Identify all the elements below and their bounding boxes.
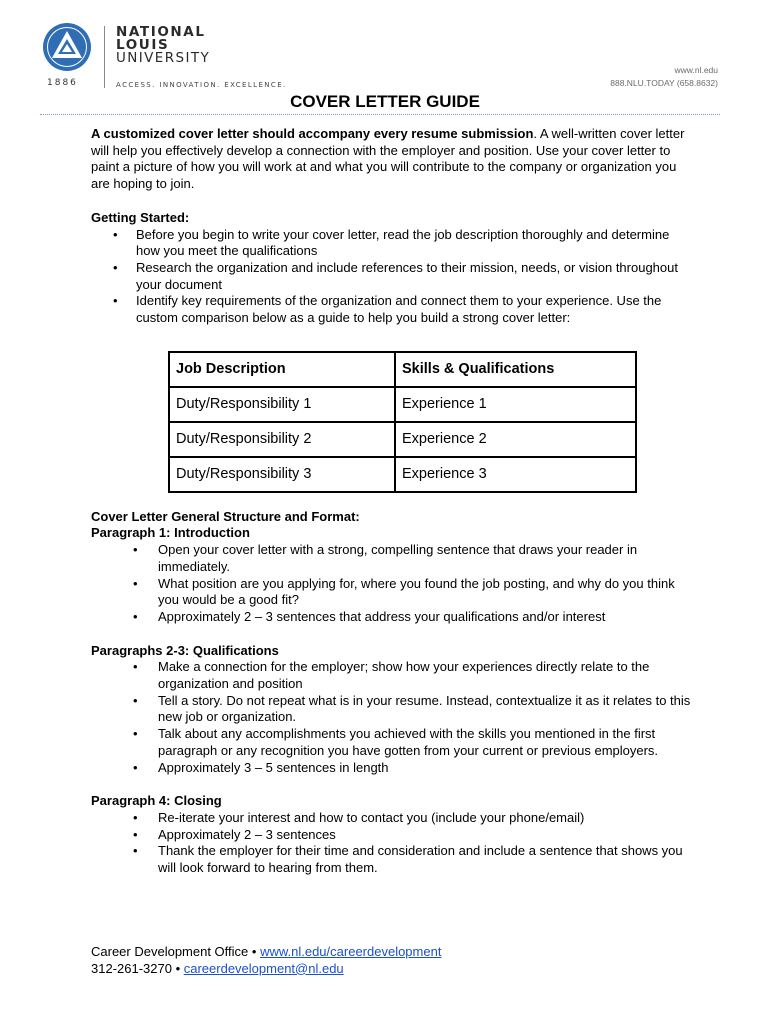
name-line-2: LOUIS xyxy=(116,37,170,53)
getting-started-heading: Getting Started: xyxy=(91,209,190,225)
list-item: • Approximately 2 – 3 sentences xyxy=(113,827,691,844)
header-divider xyxy=(104,26,105,88)
tagline: ACCESS. INNOVATION. EXCELLENCE. xyxy=(116,81,287,89)
list-item: • Research the organization and include references to their mission, needs, or vision throughout your document xyxy=(91,260,691,293)
table-row xyxy=(169,457,636,492)
intro-paragraph xyxy=(91,126,691,193)
table-row xyxy=(169,422,636,457)
nlu-seal-logo-icon xyxy=(42,22,92,72)
list-item: • Tell a story. Do not repeat what is in your resume. Instead, contextualize it as it relates to this new job or organization. xyxy=(113,693,691,726)
list-item: • What position are you applying for, where you found the job posting, and why do you think you would be a good fit? xyxy=(113,576,691,609)
list-item: • Re-iterate your interest and how to contact you (include your phone/email) xyxy=(113,810,691,827)
header-website: www.nl.edu xyxy=(674,65,718,75)
list-item: • Approximately 3 – 5 sentences in length xyxy=(113,760,691,777)
title-divider xyxy=(40,114,720,115)
career-email-link[interactable]: careerdevelopment@nl.edu xyxy=(183,960,344,976)
intro-lead: A customized cover letter should accompany every resume submission xyxy=(91,126,534,141)
list-item: • Talk about any accomplishments you achieved with the skills you mentioned in the first paragraph or any recognition you have gotten from your current or previous employers. xyxy=(113,726,691,759)
header-contact xyxy=(610,64,718,90)
page-title: COVER LETTER GUIDE xyxy=(290,92,480,111)
list-item: • Make a connection for the employer; show how your experiences directly relate to the organization and position xyxy=(113,659,691,692)
office-phone: 312-261-3270 xyxy=(91,960,172,976)
header-job-description: Job Description xyxy=(169,352,395,387)
list-item: • Thank the employer for their time and consideration and include a sentence that shows you will look forward to hearing from them. xyxy=(113,843,691,876)
footer-line-1 xyxy=(91,944,441,961)
list-item: • Approximately 2 – 3 sentences that address your qualifications and/or interest xyxy=(113,609,691,626)
section-title: Paragraphs 2-3: Qualifications xyxy=(91,642,279,658)
section-list xyxy=(113,659,691,776)
getting-started-list xyxy=(91,227,691,327)
name-line-3: UNIVERSITY xyxy=(116,50,211,66)
comparison-table xyxy=(168,351,637,493)
intro-rest: . A well-written cover letter will help you effectively develop a connection with the employer and position. Use your cover letter to paint a picture of how you will work at and what you will contribute to the company or organization you are hoping to join. xyxy=(91,126,685,192)
table-cell: Experience 2 xyxy=(395,422,636,457)
career-website-link[interactable]: www.nl.edu/careerdevelopment xyxy=(260,944,442,959)
separator: • xyxy=(171,960,184,976)
name-line-1: NATIONAL xyxy=(116,24,206,40)
table-cell: Experience 3 xyxy=(395,457,636,492)
office-name: Career Development Office xyxy=(91,944,249,959)
founded-year: 1886 xyxy=(47,78,78,88)
table-cell: Duty/Responsibility 1 xyxy=(169,387,395,422)
header-phone: 888.NLU.TODAY (658.8632) xyxy=(610,78,718,88)
main-content xyxy=(91,126,691,877)
list-item: • Before you begin to write your cover letter, read the job description thoroughly and determine how you meet the qualifications xyxy=(91,227,691,260)
table-row xyxy=(169,387,636,422)
table-header-row xyxy=(169,352,636,387)
table-cell: Duty/Responsibility 2 xyxy=(169,422,395,457)
header-skills: Skills & Qualifications xyxy=(395,352,636,387)
structure-heading: Cover Letter General Structure and Format: xyxy=(91,508,360,524)
section-title: Paragraph 4: Closing xyxy=(91,793,222,809)
table-cell: Experience 1 xyxy=(395,387,636,422)
footer xyxy=(91,944,441,977)
university-name xyxy=(116,26,210,65)
list-item: • Identify key requirements of the organization and connect them to your experience. Use the custom comparison below as a guide to help you build a strong cover letter: xyxy=(91,293,691,326)
section-title: Paragraph 1: Introduction xyxy=(91,525,250,541)
footer-line-2 xyxy=(91,961,441,978)
section-list xyxy=(113,810,691,877)
separator: • xyxy=(248,944,261,959)
table-cell: Duty/Responsibility 3 xyxy=(169,457,395,492)
list-item: • Open your cover letter with a strong, compelling sentence that draws your reader in immediately. xyxy=(113,542,691,575)
section-list xyxy=(113,542,691,626)
